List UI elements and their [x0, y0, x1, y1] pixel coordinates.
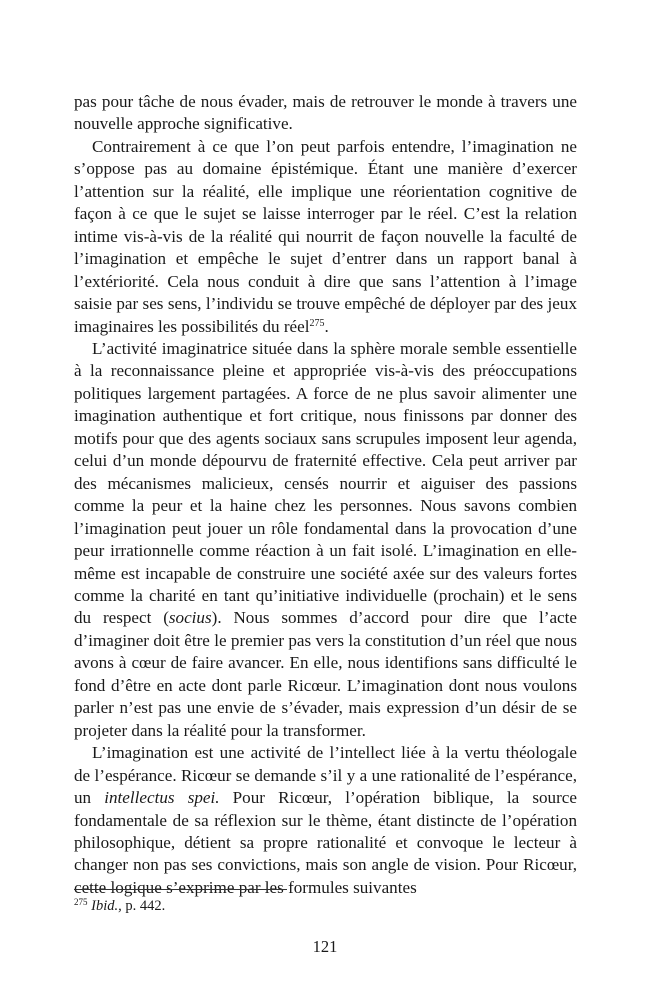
footnote: [74, 897, 577, 915]
paragraph-imagination-epistemic: [74, 136, 577, 338]
paragraph-continuation: [74, 91, 577, 136]
footnote-text: p. 442.: [121, 898, 166, 914]
page-number: 121: [312, 937, 338, 956]
italic-term: socius: [168, 608, 212, 628]
paragraph-text: L’imagination est une activité de l’intellect liée à la vertu théologale de l’espérance. Ricœur se demande s’il y a une rationalité de l’espérance, un: [74, 743, 577, 808]
paragraph-end: .: [324, 316, 329, 336]
paragraph-text-continued: ). Nous sommes d’accord pour dire que l’acte d’imaginer doit être le premier pas vers la constitution d’un réel que nous avons à cœur de faire avancer. En elle, nous identifions sans difficulté le fond d’être en acte dont parle Ricœur. L’imagination dont nous voulons parler n’est pas une envie de s’évader, mais expression d’un désir de se projeter dans la réalité pour la transformer.: [74, 608, 577, 740]
footnote-reference[interactable]: 275: [309, 317, 325, 329]
paragraph-moral-sphere: [74, 338, 577, 742]
paragraph-hope: [74, 742, 577, 899]
footnote-number: 275: [74, 897, 88, 907]
footnote-italic: Ibid.,: [91, 898, 122, 914]
page-body: [74, 91, 577, 899]
paragraph-text: Contrairement à ce que l’on peut parfois entendre, l’imagination ne s’oppose pas au domaine épistémique. Étant une manière d’exercer l’attention sur la réalité, elle implique une réorientation cognitive de façon à ce que le sujet se laisse interroger par le réel. C’est la relation intime vis-à-vis de la réalité qui nourrit de façon nouvelle la faculté de l’imagination et empêche le sujet d’entrer dans un rapport banal à l’extériorité. Cela nous conduit à dire que sans l’attention à l’image saisie par ses sens, l’individu se trouve empêché de déployer par des jeux imaginaires les possibilités du réel: [74, 136, 577, 336]
footnote-divider: [74, 889, 287, 890]
paragraph-text-continued: Pour Ricœur, l’opération biblique, la source fondamentale de sa réflexion sur le thème, étant distincte de l’opération philosophique, détient sa propre rationalité et convoque le lecteur à changer non pas ses convictions, mais son angle de vision. Pour Ricœur, cette logique s’exprime par les formules suivantes: [74, 788, 577, 897]
paragraph-text: pas pour tâche de nous évader, mais de retrouver le monde à travers une nouvelle approche significative.: [74, 92, 577, 134]
italic-term: intellectus spei.: [104, 788, 220, 808]
paragraph-text: L’activité imaginatrice située dans la sphère morale semble essentielle à la reconnaissance pleine et appropriée vis-à-vis des préoccupations politiques largement partagées. A force de ne plus savoir alimenter une imagination authentique et fort critique, nous finissons par donner des motifs pour que des agents sociaux sans scrupules imposent leur agenda, celui d’un monde dépourvu de fraternité effective. Cela peut arriver par des mécanismes malicieux, censés nourrir et aiguiser des passions comme la peur et la haine chez les personnes. Nous savons combien l’imagination peut jouer un rôle fondamental dans la provocation d’une peur irrationnelle comme réaction à un fait isolé. L’imagination en elle-même est incapable de construire une société axée sur des valeurs fortes comme la charité en tant qu’initiative individuelle (prochain) et le sens du respect (: [74, 338, 577, 628]
